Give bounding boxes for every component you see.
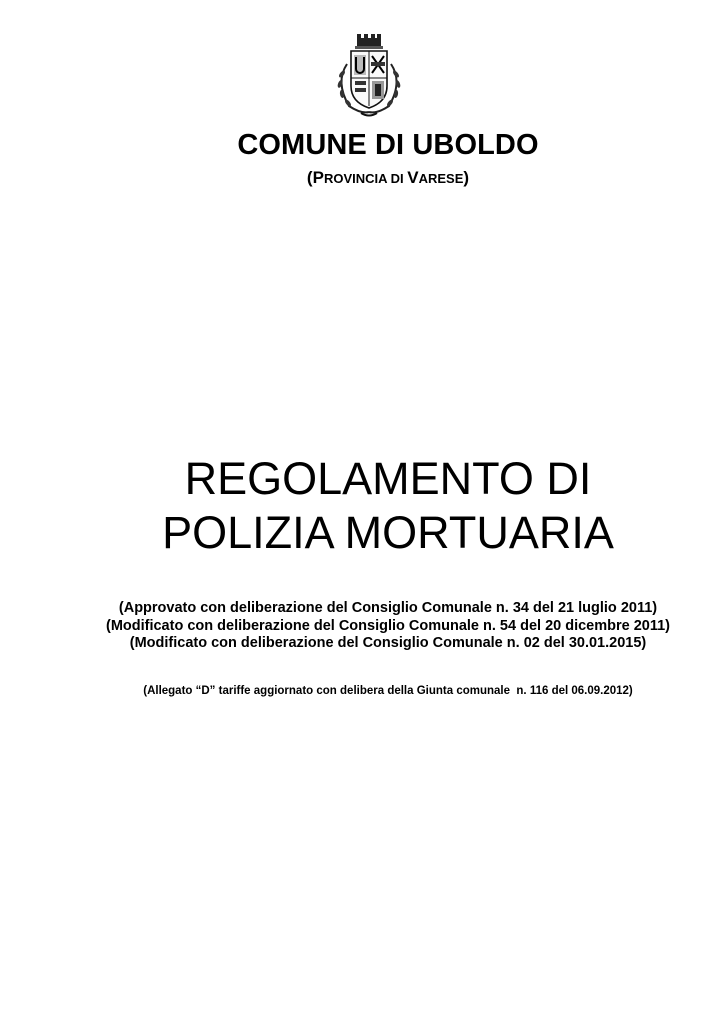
province-name: (PROVINCIA DI VARESE) <box>306 168 470 187</box>
attachment-note: (Allegato “D” tariffe aggiornato con delibera della Giunta comunale n. 116 del 06.09.2012) <box>143 685 633 697</box>
approval-note: (Approvato con deliberazione del Consiglio Comunale n. 34 del 21 luglio 2011) <box>118 600 658 616</box>
municipal-coat-of-arms-icon <box>327 34 411 120</box>
amendment-note: (Modificato con deliberazione del Consiglio Comunale n. 54 del 20 dicembre 2011) <box>105 617 671 634</box>
amendment-note: (Modificato con deliberazione del Consiglio Comunale n. 02 del 30.01.2015) <box>129 635 647 651</box>
municipality-name: COMUNE DI UBOLDO <box>237 129 539 161</box>
document-title-line-1: REGOLAMENTO DI <box>184 453 592 504</box>
document-title <box>0 452 724 560</box>
document-title-line-2: POLIZIA MORTUARIA <box>162 507 614 558</box>
approval-notes <box>0 600 724 653</box>
